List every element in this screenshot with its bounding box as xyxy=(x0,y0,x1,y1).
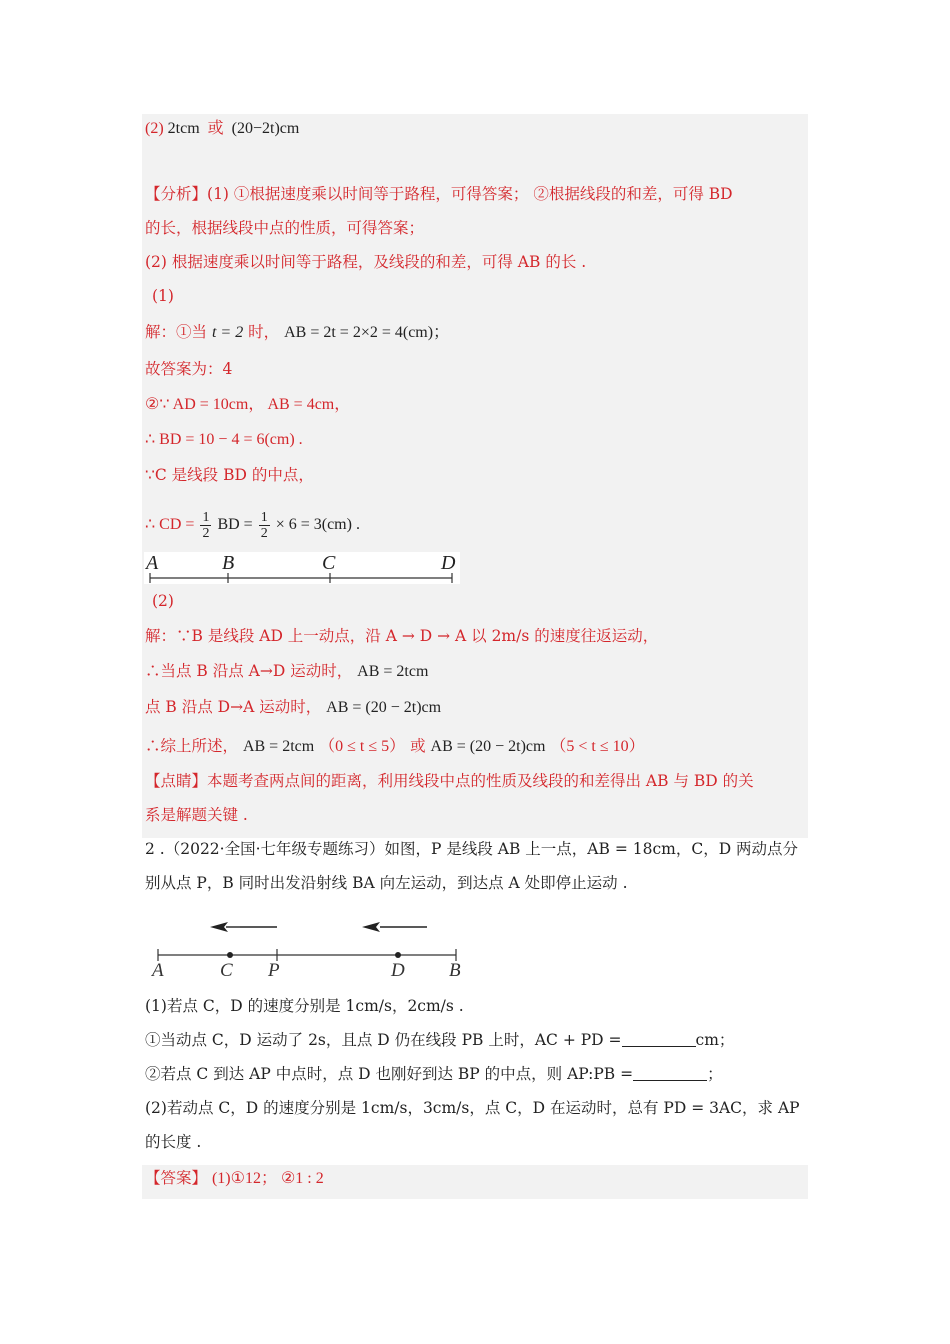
question-1a: ①当动点 C，D 运动了 2s，且点 D 仍在线段 PB 上时，AC + PD = cm； xyxy=(145,1031,735,1049)
label-c: C xyxy=(322,552,336,574)
question-2-line-2: 的长度 . xyxy=(145,1133,202,1151)
answer-line: 【答案】 (1)①12； ②1 : 2 xyxy=(145,1169,324,1187)
solution2-line-4: ∴综上所述， AB = 2tcm （0 ≤ t ≤ 5） 或 AB = (20 − 2t)cm （5 < t ≤ 10） xyxy=(145,737,645,755)
label-a: A xyxy=(146,552,159,574)
comment-line-1: 【点睛】本题考查两点间的距离，利用线段中点的性质及线段的和差得出 AB 与 BD 的关 xyxy=(145,772,754,790)
arrow-d-head xyxy=(362,922,380,932)
analysis-line-1: 【分析】(1) ①根据速度乘以时间等于路程，可得答案； ②根据线段的和差，可得 BD xyxy=(145,185,733,203)
answer-blank-2[interactable] xyxy=(633,1064,707,1081)
solution2-line-3: 点 B 沿点 D→A 运动时， AB = (20 − 2t)cm xyxy=(145,698,442,716)
segment-figure-2 xyxy=(146,916,476,980)
question-1b: ②若点 C 到达 AP 中点时，点 D 也刚好到达 BP 的中点，则 AP:PB = ； xyxy=(145,1065,723,1083)
question-1: (1)若点 C，D 的速度分别是 1cm/s，2cm/s . xyxy=(145,997,464,1015)
solution1-step4: ∵C 是线段 BD 的中点， xyxy=(145,466,314,484)
answer-blank-1[interactable] xyxy=(622,1030,696,1047)
label-p: P xyxy=(268,960,280,980)
solution2-head: (2) xyxy=(152,592,174,610)
solution2-line-2: ∴当点 B 沿点 A→D 运动时， AB = 2tcm xyxy=(145,662,429,680)
segment-figure-2-svg xyxy=(146,916,476,980)
solution1-step1: 解：①当 t = 2 时， AB = 2t = 2×2 = 4(cm)； xyxy=(145,323,450,341)
solution1-step5: ∴ CD = $\frac{1}{2}$ BD = $\frac{1}{2}$ × 6 = 3(cm) . xyxy=(145,510,360,541)
solution1-answer: 故答案为：4 xyxy=(145,360,233,378)
fraction-half: $\frac{1}{2}$ xyxy=(202,510,210,541)
comment-line-2: 系是解题关键 . xyxy=(145,806,248,824)
solution1-step2: ②∵ AD = 10cm， AB = 4cm， xyxy=(145,396,351,413)
problem2-line-1: 2 .（2022·全国·七年级专题练习）如图，P 是线段 AB 上一点，AB = 18cm，C，D 两动点分 xyxy=(145,840,799,858)
label-d: D xyxy=(391,960,405,980)
solution1-head: (1) xyxy=(152,287,174,305)
label-b: B xyxy=(222,552,235,574)
arrow-c-head xyxy=(210,922,228,932)
point-c xyxy=(227,952,233,958)
label-b: B xyxy=(449,960,461,980)
label-c: C xyxy=(220,960,233,980)
label-d: D xyxy=(441,552,456,574)
fraction-half: $\frac{1}{2}$ xyxy=(260,510,268,541)
solution2-line-1: 解：∵B 是线段 AD 上一动点，沿 A → D → A 以 2m/s 的速度往返运动， xyxy=(145,627,659,645)
analysis-line-2: 的长，根据线段中点的性质，可得答案； xyxy=(145,219,425,237)
question-2-line-1: (2)若动点 C，D 的速度分别是 1cm/s，3cm/s，点 C，D 在运动时，总有 PD = 3AC，求 AP xyxy=(145,1099,800,1117)
prev-answer-line: (2) 2tcm 或 (20−2t)cm xyxy=(145,120,300,137)
solution1-step3: ∴ BD = 10 − 4 = 6(cm) . xyxy=(145,431,303,448)
point-d xyxy=(395,952,401,958)
label-a: A xyxy=(152,960,164,980)
analysis-line-3: (2) 根据速度乘以时间等于路程，及线段的和差，可得 AB 的长 . xyxy=(145,253,587,271)
problem2-line-2: 别从点 P，B 同时出发沿射线 BA 向左运动，到达点 A 处即停止运动 . xyxy=(145,874,628,892)
segment-figure-1 xyxy=(144,552,460,584)
segment-figure-1-svg xyxy=(144,552,460,584)
